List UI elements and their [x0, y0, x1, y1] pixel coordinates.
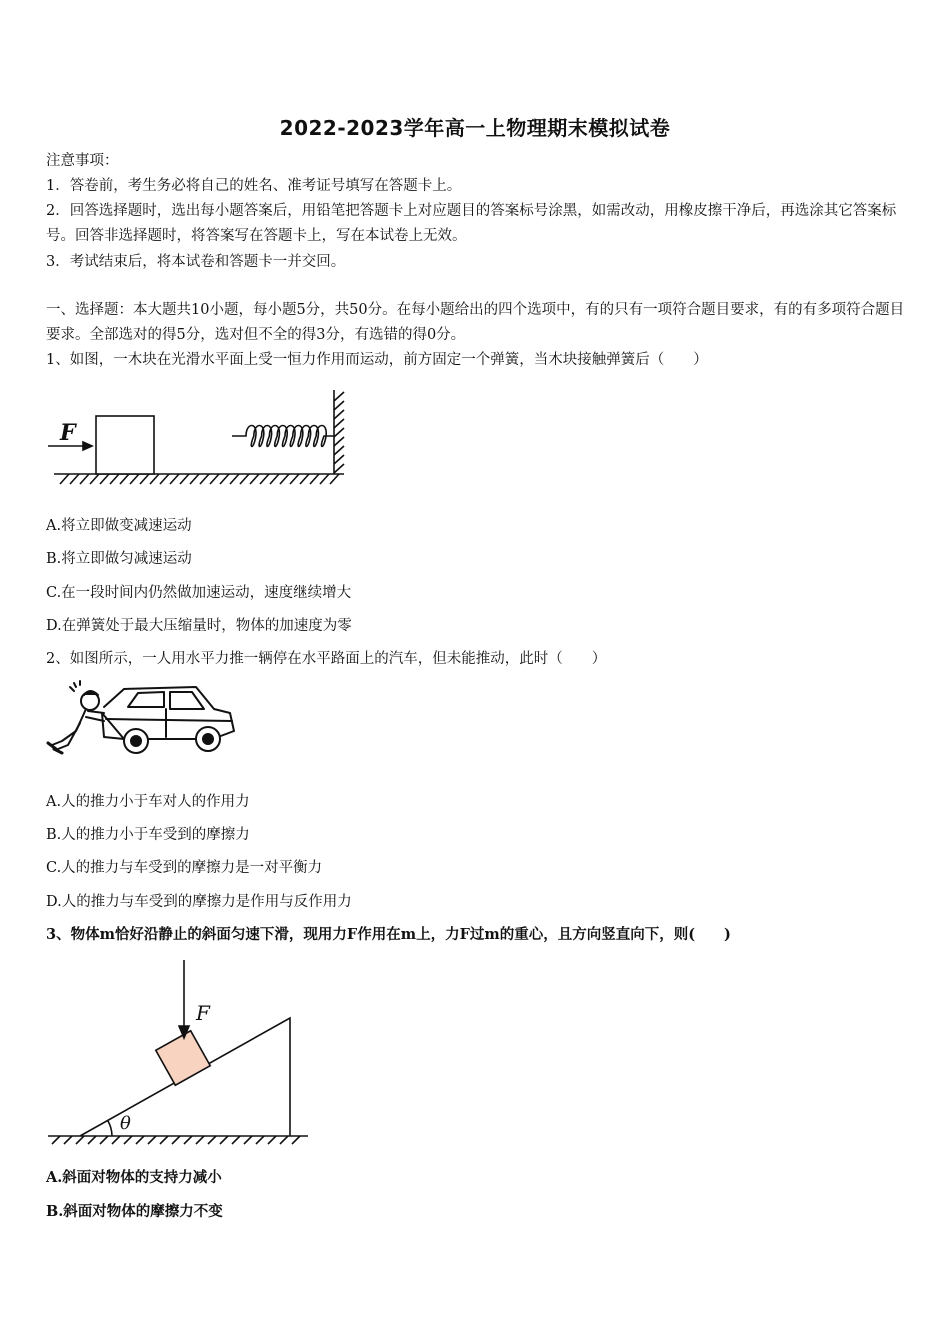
section-intro: 一、选择题：本大题共10小题，每小题5分，共50分。在每小题给出的四个选项中，有的只有一项符合题目要求，有的有多项符合题目要求。全部选对的得5分，选对但不全的得3分，有选错的得0分。: [46, 302, 905, 343]
q3-stem: 3、物体m恰好沿静止的斜面匀速下滑，现用力F作用在m上，力F过m的重心，且方向竖直向下，则( ): [46, 926, 731, 943]
q3-option-a: A.斜面对物体的支持力减小: [46, 1169, 222, 1186]
q2-option-c: C.人的推力与车受到的摩擦力是一对平衡力: [46, 860, 323, 876]
notes-item-1: 1．答卷前，考生务必将自己的姓名、准考证号填写在答题卡上。: [46, 178, 462, 194]
q1-option-c: C.在一段时间内仍然做加速运动，速度继续增大: [46, 585, 352, 601]
notes-item-3: 3．考试结束后，将本试卷和答题卡一并交回。: [46, 254, 346, 270]
q2-option-d: D.人的推力与车受到的摩擦力是作用与反作用力: [46, 894, 352, 910]
q2-option-a: A.人的推力小于车对人的作用力: [46, 794, 250, 810]
q1-option-b: B.将立即做匀减速运动: [46, 551, 192, 567]
notes-item-2: 2．回答选择题时，选出每小题答案后，用铅笔把答题卡上对应题目的答案标号涂黑，如需改动，用橡皮擦干净后，再选涂其它答案标号。回答非选择题时，将答案写在答题卡上，写在本试卷上无效。: [46, 203, 897, 244]
q2-option-b: B.人的推力小于车受到的摩擦力: [46, 827, 250, 843]
q3-option-b: B.斜面对物体的摩擦力不变: [46, 1203, 223, 1220]
q1-figure: [46, 386, 356, 490]
q1-option-a: A.将立即做变减速运动: [46, 518, 192, 534]
q3-figure: [46, 956, 316, 1146]
q1-option-d: D.在弹簧处于最大压缩量时，物体的加速度为零: [46, 618, 352, 634]
q2-figure: [46, 683, 236, 759]
notes-heading: 注意事项：: [46, 153, 119, 169]
q3-force-label: F: [196, 1001, 210, 1025]
q1-force-label: F: [60, 420, 76, 446]
page-title: 2022-2023学年高一上物理期末模拟试卷: [279, 116, 671, 140]
q3-angle-label: θ: [120, 1113, 131, 1134]
q2-stem: 2、如图所示，一人用水平力推一辆停在水平路面上的汽车，但未能推动，此时（ ）: [46, 651, 607, 667]
q1-stem: 1、如图，一木块在光滑水平面上受一恒力作用而运动，前方固定一个弹簧，当木块接触弹簧后（ ）: [46, 352, 708, 368]
